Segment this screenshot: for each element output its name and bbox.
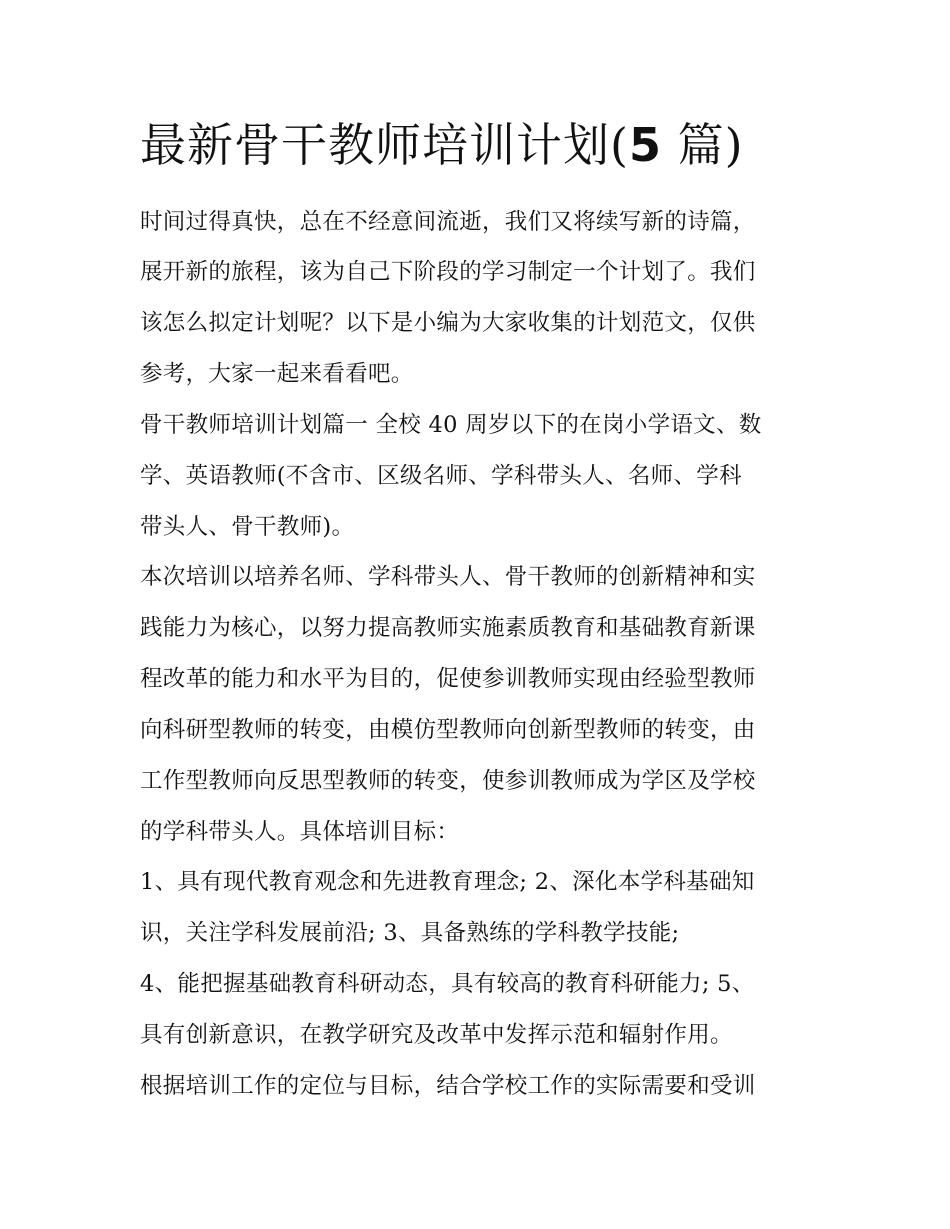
document-title (140, 112, 840, 178)
body-line-3: 该怎么拟定计划呢？以下是小编为大家收集的计划范文，仅供 (140, 310, 756, 336)
body-line-4: 参考，大家一起来看看吧。 (140, 361, 414, 387)
body-line-12: 工作型教师向反思型教师的转变，使参训教师成为学区及学校 (140, 768, 756, 794)
body-line-8: 本次培训以培养名师、学科带头人、骨干教师的创新精神和实 (140, 564, 756, 590)
body-line-10: 程改革的能力和水平为目的，促使参训教师实现由经验型教师 (140, 666, 756, 692)
body-line-2: 展开新的旅程，该为自己下阶段的学习制定一个计划了。我们 (140, 259, 756, 285)
body-line-16: 4、能把握基础教育科研动态，具有较高的教育科研能力; 5、 (140, 971, 755, 997)
body-line-18: 根据培训工作的定位与目标，结合学校工作的实际需要和受训 (140, 1073, 756, 1099)
body-line-7: 带头人、骨干教师)。 (140, 514, 355, 540)
body-line-1: 时间过得真快，总在不经意间流逝，我们又将续写新的诗篇， (140, 209, 756, 235)
body-line-11: 向科研型教师的转变，由模仿型教师向创新型教师的转变，由 (140, 717, 756, 743)
title-number: 5 (628, 118, 662, 172)
body-line-5: 骨干教师培训计划篇一 全校 40 周岁以下的在岗小学语文、数 (140, 412, 762, 438)
body-line-13: 的学科带头人。具体培训目标： (140, 819, 460, 845)
body-line-6: 学、英语教师(不含市、区级名师、学科带头人、名师、学科 (140, 463, 742, 489)
title-end-text: 篇) (661, 118, 744, 172)
title-main-text: 最新骨干教师培训计划( (140, 118, 629, 172)
body-line-9: 践能力为核心，以努力提高教师实施素质教育和基础教育新课 (140, 615, 756, 641)
body-line-15: 识，关注学科发展前沿; 3、具备熟练的学科教学技能; (140, 920, 680, 946)
body-line-17: 具有创新意识，在教学研究及改革中发挥示范和辐射作用。 (140, 1022, 733, 1048)
body-line-14: 1、具有现代教育观念和先进教育理念; 2、深化本学科基础知 (140, 869, 755, 895)
